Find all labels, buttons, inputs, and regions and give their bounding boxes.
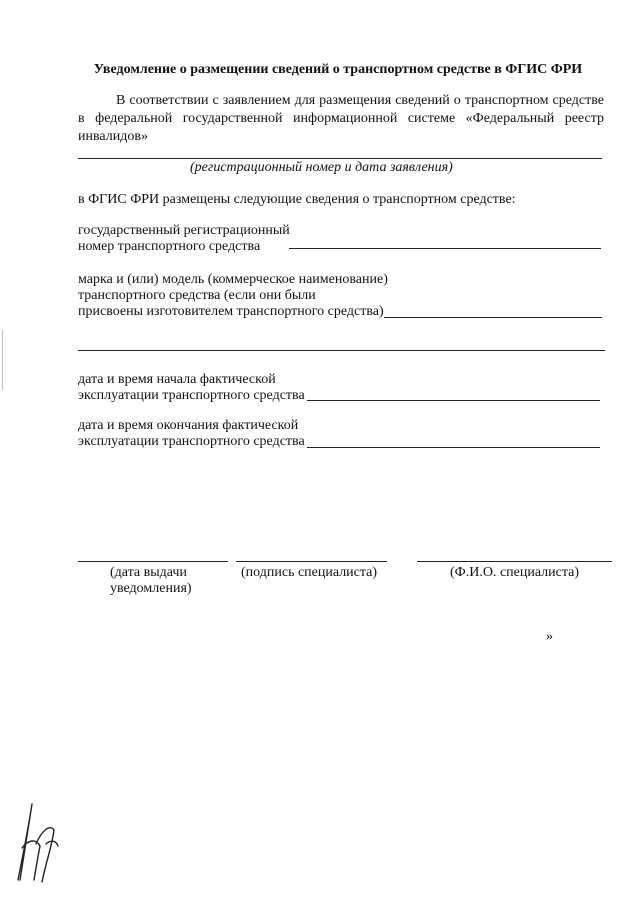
reg-number-field-line [289,248,601,249]
specialist-name-line [417,561,612,562]
handwritten-initials [6,800,66,885]
document-title: Уведомление о размещении сведений о транспортном средстве в ФГИС ФРИ [93,62,583,77]
start-date-field-line [307,400,600,401]
issue-date-caption-line2: уведомления) [110,581,192,596]
closing-quote: » [546,629,553,644]
signature-line [236,561,387,562]
placed-info-text: в ФГИС ФРИ размещены следующие сведения о транспортном средстве: [78,192,516,207]
brand-model-label-line3: присвоены изготовителем транспортного средства) [78,304,384,319]
start-date-label-line1: дата и время начала фактической [78,372,276,387]
intro-paragraph: В соответствии с заявлением для размещения сведений о транспортном средстве в федеральной государственной информационной системе «Федеральный реестр инвалидов» [78,93,604,144]
reg-number-label-line1: государственный регистрационный [78,223,290,238]
signature-caption: (подпись специалиста) [241,565,378,580]
end-date-label-line1: дата и время окончания фактической [78,418,299,433]
application-number-line [78,158,602,159]
application-caption: (регистрационный номер и дата заявления) [190,160,453,175]
specialist-name-caption: (Ф.И.О. специалиста) [450,565,580,580]
brand-model-label-line1: марка и (или) модель (коммерческое наименование) [78,272,388,287]
brand-model-extra-line [78,350,605,351]
reg-number-label-line2: номер транспортного средства [78,239,261,254]
brand-model-field-line [384,317,602,318]
end-date-field-line [307,447,600,448]
scan-margin-mark [2,330,3,390]
issue-date-caption-line1: (дата выдачи [110,565,187,580]
issue-date-line [78,561,228,562]
start-date-label-line2: эксплуатации транспортного средства [78,388,305,403]
brand-model-label-line2: транспортного средства (если они были [78,288,316,303]
end-date-label-line2: эксплуатации транспортного средства [78,434,305,449]
